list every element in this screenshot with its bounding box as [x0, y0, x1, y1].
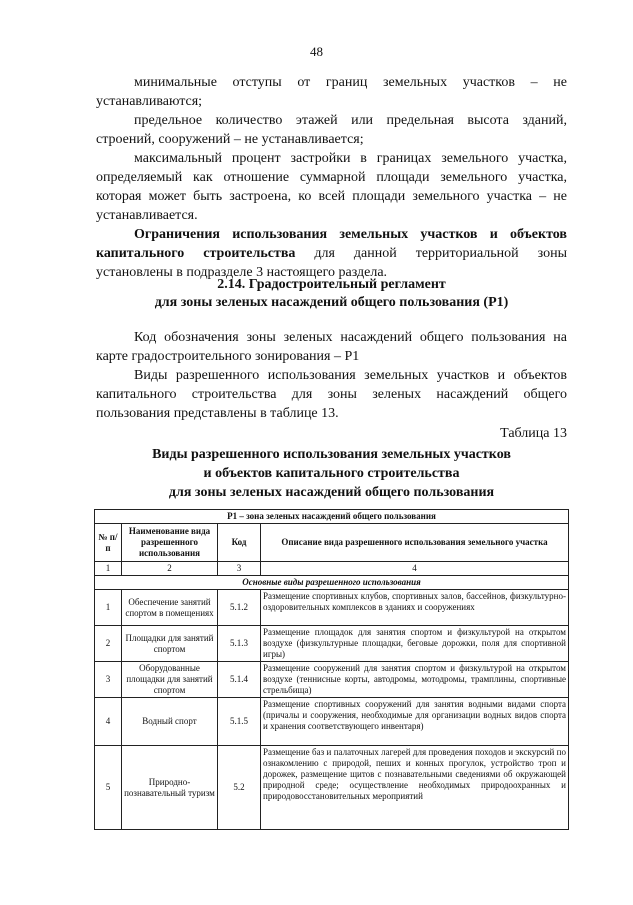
header-desc: Описание вида разрешенного использования земельного участка [261, 524, 569, 562]
col-number: 3 [218, 562, 261, 576]
header-name: Наименование вида разрешенного использования [122, 524, 218, 562]
paragraph-zone-uses: Виды разрешенного использования земельных участков и объектов капитального строительства для зоны зеленых насаждений общего пользования представлены в таблице 13. [96, 368, 567, 421]
table-title-line2: и объектов капитального строительства [203, 466, 460, 481]
intro-block [96, 73, 567, 282]
row-code: 5.2 [218, 746, 261, 830]
row-name: Обеспечение занятий спортом в помещениях [122, 590, 218, 626]
section-main-uses: Основные виды разрешенного использования [95, 576, 569, 590]
row-num: 2 [95, 626, 122, 662]
row-num: 4 [95, 698, 122, 746]
section-heading [96, 276, 567, 312]
row-code: 5.1.4 [218, 662, 261, 698]
table-title-line1: Виды разрешенного использования земельных участков [152, 447, 511, 462]
col-number: 1 [95, 562, 122, 576]
row-name: Водный спорт [122, 698, 218, 746]
section-title-line2: для зоны зеленых насаждений общего пользования (Р1) [154, 295, 509, 310]
row-desc: Размещение площадок для занятия спортом и физкультурой на открытом воздухе (физкультурные площадки, беговые дорожки, поля для спортивной игры) [261, 626, 569, 662]
paragraph-min-setback: минимальные отступы от границ земельных участков – не устанавливаются; [96, 75, 567, 109]
restrictions-rest: для данной территориальной зоны установлены в подразделе 3 настоящего раздела. [96, 246, 567, 280]
row-code: 5.1.5 [218, 698, 261, 746]
row-code: 5.1.2 [218, 590, 261, 626]
paragraph-zone-code: Код обозначения зоны зеленых насаждений общего пользования на карте градостроительного зонирования – Р1 [96, 330, 567, 364]
row-name: Оборудованные площадки для занятий спортом [122, 662, 218, 698]
row-desc: Размещение спортивных сооружений для занятия водными видами спорта (причалы и сооружения, необходимые для организации водных видов спорта и хранения соответствующего инвентаря) [261, 698, 569, 746]
paragraph-max-floors: предельное количество этажей или предельная высота зданий, строений, сооружений – не устанавливается; [96, 113, 567, 147]
restrictions-bold: Ограничения использования земельных участков и объектов капитального строительства [96, 227, 567, 261]
zone-header: Р1 – зона зеленых насаждений общего пользования [95, 510, 569, 524]
table-title [96, 445, 567, 502]
usage-table [94, 509, 569, 830]
header-code: Код [218, 524, 261, 562]
row-desc: Размещение баз и палаточных лагерей для проведения походов и экскурсий по ознакомлению с природой, пеших и конных прогулок, устройство троп и дорожек, размещение щитов с познавательными сведениями об окружающей природной среде; осуществление необходимых природоохранных и природовосстановительных мероприятий [261, 746, 569, 830]
section-title-line1: 2.14. Градостроительный регламент [217, 277, 446, 292]
table-row [95, 590, 569, 626]
row-name: Площадки для занятий спортом [122, 626, 218, 662]
row-name: Природно-познавательный туризм [122, 746, 218, 830]
row-code: 5.1.3 [218, 626, 261, 662]
row-desc: Размещение сооружений для занятия спортом и физкультурой на открытом воздухе (теннисные корты, автодромы, мотодромы, трамплины, спортивные стрельбища) [261, 662, 569, 698]
col-number: 4 [261, 562, 569, 576]
table-row [95, 662, 569, 698]
section-body [96, 328, 567, 443]
row-num: 5 [95, 746, 122, 830]
table-label: Таблица 13 [500, 426, 567, 441]
table-title-line3: для зоны зеленых насаждений общего пользования [168, 485, 495, 500]
row-num: 3 [95, 662, 122, 698]
page-number: 48 [310, 44, 323, 59]
table-row [95, 746, 569, 830]
header-num: № п/п [95, 524, 122, 562]
col-number: 2 [122, 562, 218, 576]
table-row [95, 626, 569, 662]
paragraph-restrictions [96, 225, 567, 282]
table-row [95, 698, 569, 746]
row-num: 1 [95, 590, 122, 626]
row-desc: Размещение спортивных клубов, спортивных залов, бассейнов, физкультурно-оздоровительных комплексов в зданиях и сооружениях [261, 590, 569, 626]
paragraph-max-coverage: максимальный процент застройки в границах земельного участка, определяемый как отношение суммарной площади земельного участка, которая может быть застроена, ко всей площади земельного участка – не устанавливается. [96, 151, 567, 223]
